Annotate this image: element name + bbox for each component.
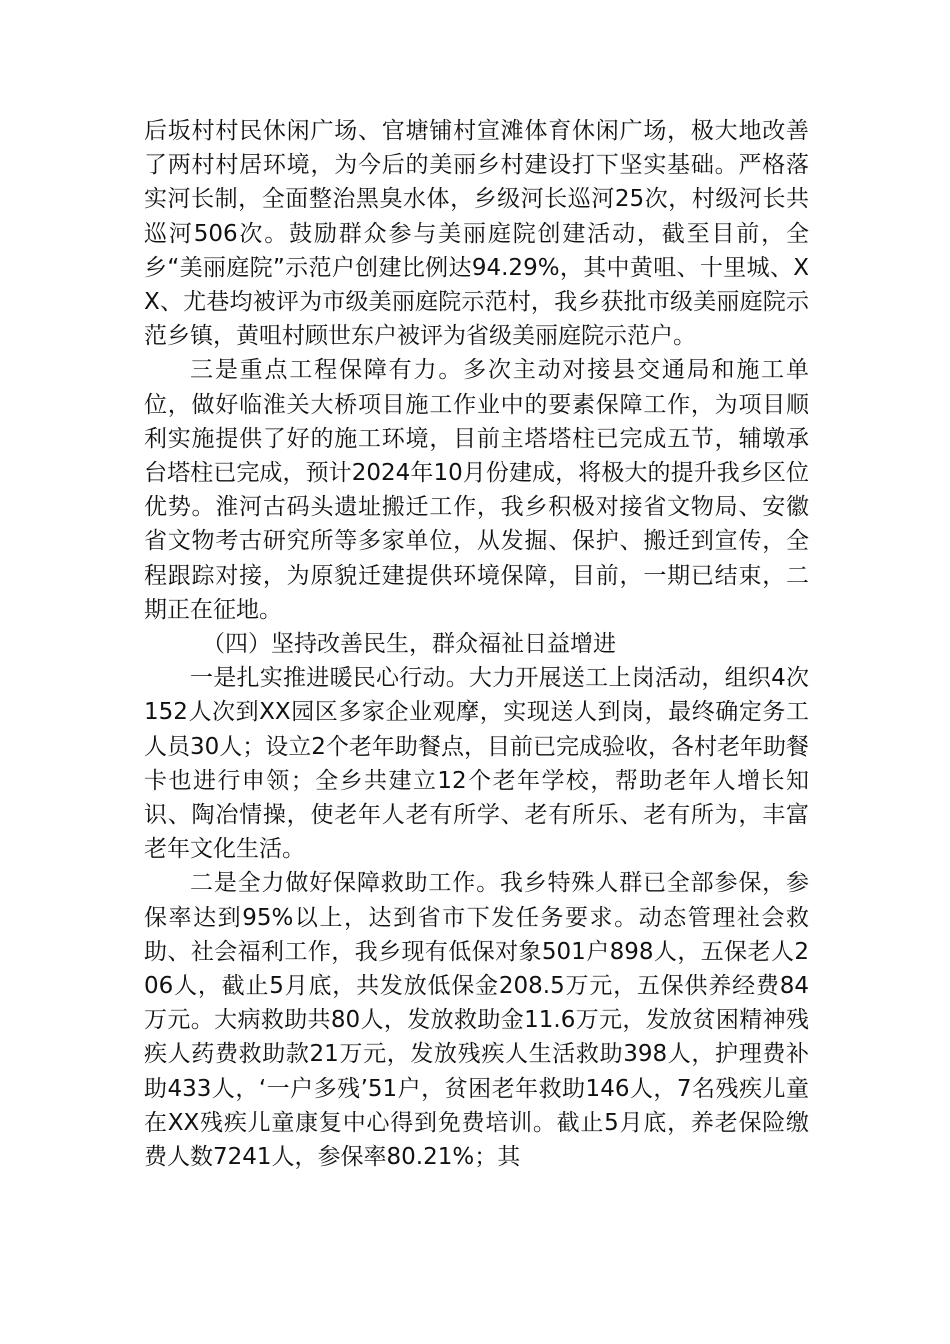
paragraph-key-projects: 三是重点工程保障有力。多次主动对接县交通局和施工单位，做好临淮关大桥项目施工作业中的要素保障工作，为项目顺利实施提供了好的施工环境，目前主塔塔柱已完成五节，辅墩承台塔柱已完成，预计2024年10月份建成，将极大的提升我乡区位优势。淮河古码头遗址搬迁工作，我乡积极对接省文物局、安徽省文物考古研究所等多家单位，从发掘、保护、搬迁到宣传，全程跟踪对接，为原貌迁建提供环境保障，目前，一期已结束，二期正在征地。 — [144, 357, 809, 623]
paragraph-warm-hearts: 一是扎实推进暖民心行动。大力开展送工上岗活动，组织4次152人次到XX园区多家企业观摩，实现送人到岗，最终确定务工人员30人；设立2个老年助餐点，目前已完成验收，各村老年助餐卡也进行申领；全乡共建立12个老年学校，帮助老年人增长知识、陶冶情操，使老年人老有所学、老有所乐、老有所为，丰富老年文化生活。 — [144, 665, 809, 863]
paragraph-social-assistance: 二是全力做好保障救助工作。我乡特殊人群已全部参保，参保率达到95%以上，达到省市下发任务要求。动态管理社会救助、社会福利工作，我乡现有低保对象501户898人，五保老人206人，截止5月底，共发放低保金208.5万元，五保供养经费84万元。大病救助共80人，发放救助金11.6万元，发放贫困精神残疾人药费救助款21万元，发放残疾人生活救助398人，护理费补助433人，‘一户多残’51户，贫困老年救助146人，7名残疾儿童在XX残疾儿童康复中心得到免费培训。截止5月底，养老保险缴费人数7241人，参保率80.21%；其 — [144, 870, 809, 1171]
section-heading-livelihood: （四）坚持改善民生，群众福祉日益增进 — [202, 631, 616, 658]
document-page — [144, 114, 809, 1174]
paragraph-continuation: 后坂村村民休闲广场、官塘铺村宣滩体育休闲广场，极大地改善了两村村居环境，为今后的美丽乡村建设打下坚实基础。严格落实河长制，全面整治黑臭水体，乡级河长巡河25次，村级河长共巡河506次。鼓励群众参与美丽庭院创建活动，截至目前，全乡“美丽庭院”示范户创建比例达94.29%，其中黄咀、十里城、XX、尤巷均被评为市级美丽庭院示范村，我乡获批市级美丽庭院示范乡镇，黄咀村顾世东户被评为省级美丽庭院示范户。 — [144, 118, 809, 350]
